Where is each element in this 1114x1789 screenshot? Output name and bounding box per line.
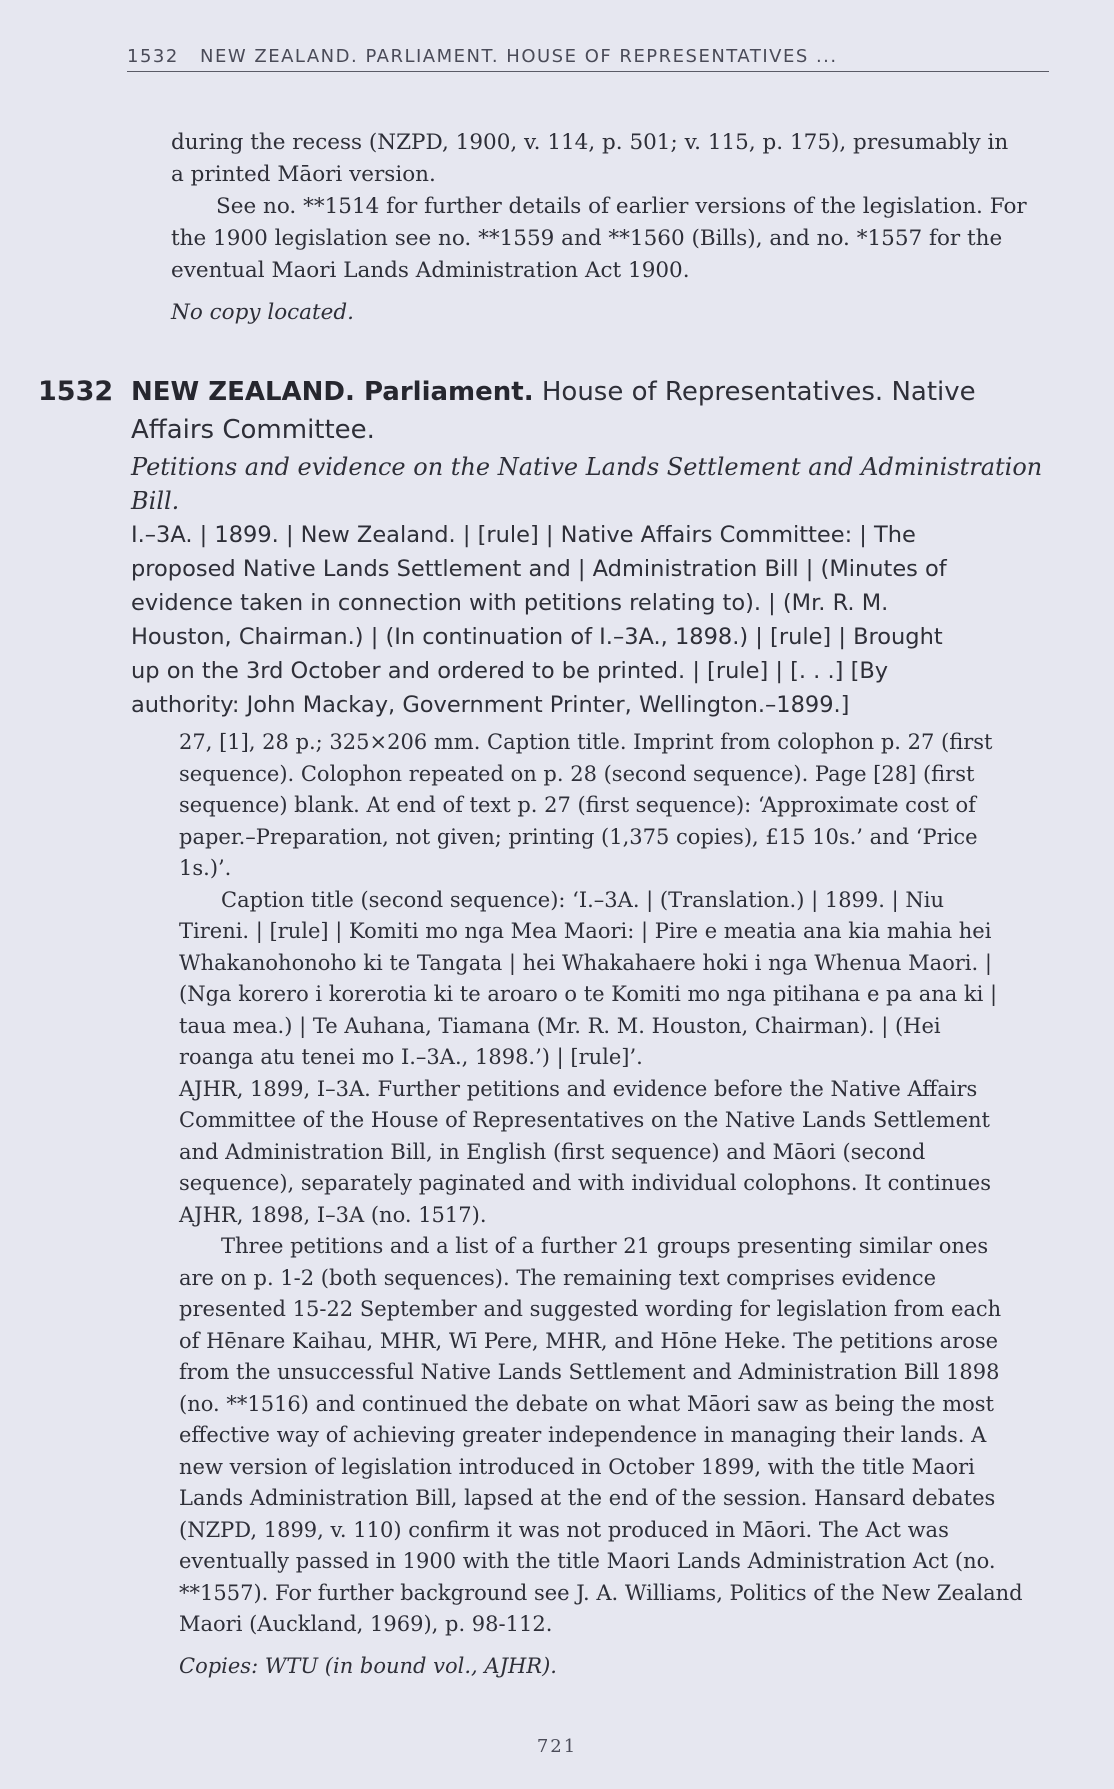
intro-line: a printed Māori version. [171,162,436,187]
page-footer-number: 721 [536,1736,578,1757]
note-line: sequence) blank. At end of text p. 27 (first sequence): ‘Approximate cost of [179,793,976,817]
entry-heading [131,371,976,447]
entry-title-line: Petitions and evidence on the Native Lands Settlement and Administration [131,453,1043,481]
note-line: Lands Administration Bill, lapsed at the end of the session. Hansard debates [179,1486,996,1510]
note-line: (no. **1516) and continued the debate on what Māori saw as being the most [179,1391,995,1416]
note-line: AJHR, 1898, I–3A (no. 1517). [179,1202,487,1227]
note-line: sequence). Colophon repeated on p. 28 (second sequence). Page [28] (first [179,761,975,786]
transcript-line: authority: John Mackay, Government Printer, Wellington.–1899.] [131,692,850,718]
note-line: Caption title (second sequence): ‘I.–3A. | (Translation.) | 1899. | Niu [221,887,944,912]
entry-title [131,450,1042,518]
note-line: (Nga korero i korerotia ki te aroaro o te Komiti mo nga pitihana e pa ana ki | [179,982,998,1006]
note-line: new version of legislation introduced in October 1899, with the title Maori [179,1454,975,1479]
entry-heading-line2: Affairs Committee. [131,415,375,445]
entry-heading-bold: NEW ZEALAND. Parliament. [131,377,534,407]
note-line: are on p. 1-2 (both sequences). The remaining text comprises evidence [179,1265,937,1290]
transcript-line: up on the 3rd October and ordered to be printed. | [rule] | [. . .] [By [131,658,889,684]
note-line: Three petitions and a list of a further 21 groups presenting similar ones [221,1234,989,1258]
note-line: Maori (Auckland, 1969), p. 98-112. [179,1612,553,1636]
transcript-line: evidence taken in connection with petitions relating to). | (Mr. R. M. [131,590,889,616]
note-line: 27, [1], 28 p.; 325×206 mm. Caption title. Imprint from colophon p. 27 (first [179,730,993,754]
note-line: of Hēnare Kaihau, MHR, Wī Pere, MHR, and Hōne Heke. The petitions arose [179,1328,999,1353]
intro-line: eventual Maori Lands Administration Act 1900. [171,258,690,283]
intro-paragraphs [171,127,1027,329]
note-line: 1s.)’. [179,856,232,880]
bibliographic-notes [179,727,1023,1682]
note-line: eventually passed in 1900 with the title Maori Lands Administration Act (no. [179,1549,996,1573]
note-line: paper.–Preparation, not given; printing (1,375 copies), £15 10s.’ and ‘Price [179,824,978,849]
header-page-number: 1532 [127,46,179,67]
title-page-transcript [131,518,947,722]
header-running-title: NEW ZEALAND. PARLIAMENT. HOUSE OF REPRESENTATIVES ... [200,46,838,67]
note-line: roanga atu tenei mo I.–3A., 1898.’) | [rule]’. [179,1045,643,1069]
intro-line: during the recess (NZPD, 1900, v. 114, p. 501; v. 115, p. 175), presumably in [171,130,1009,155]
no-copy-note: No copy located. [171,300,354,325]
note-line: Tireni. | [rule] | Komiti mo nga Mea Maori: | Pire e meatia ana kia mahia hei [179,919,992,943]
note-line: AJHR, 1899, I–3A. Further petitions and evidence before the Native Affairs [179,1076,978,1101]
note-line: (NZPD, 1899, v. 110) confirm it was not produced in Māori. The Act was [179,1517,949,1542]
entry-heading-rest: House of Representatives. Native [541,377,976,407]
entry-title-line: Bill. [131,487,180,515]
note-line: from the unsuccessful Native Lands Settlement and Administration Bill 1898 [179,1360,1000,1384]
copies-note: Copies: WTU (in bound vol., AJHR). [179,1653,557,1678]
note-line: and Administration Bill, in English (first sequence) and Māori (second [179,1139,926,1164]
running-header [127,46,1049,72]
intro-line: See no. **1514 for further details of earlier versions of the legislation. For [216,194,1027,219]
note-line: Committee of the House of Representatives on the Native Lands Settlement [179,1108,990,1132]
note-line: Whakanohonoho ki te Tangata | hei Whakahaere hoki i nga Whenua Maori. | [179,950,992,975]
note-line: sequence), separately paginated and with individual colophons. It continues [179,1171,991,1195]
transcript-line: proposed Native Lands Settlement and | Administration Bill | (Minutes of [131,556,947,582]
entry-number: 1532 [38,376,114,407]
note-line: taua mea.) | Te Auhana, Tiamana (Mr. R. M. Houston, Chairman). | (Hei [179,1013,941,1038]
transcript-line: I.–3A. | 1899. | New Zealand. | [rule] | Native Affairs Committee: | The [131,522,916,548]
transcript-line: Houston, Chairman.) | (In continuation of I.–3A., 1898.) | [rule] | Brought [131,624,943,650]
note-line: **1557). For further background see J. A. Williams, Politics of the New Zealand [179,1580,1023,1605]
intro-line: the 1900 legislation see no. **1559 and **1560 (Bills), and no. *1557 for the [171,226,1003,251]
note-line: presented 15-22 September and suggested wording for legislation from each [179,1297,1002,1321]
note-line: effective way of achieving greater independence in managing their lands. A [179,1423,987,1447]
